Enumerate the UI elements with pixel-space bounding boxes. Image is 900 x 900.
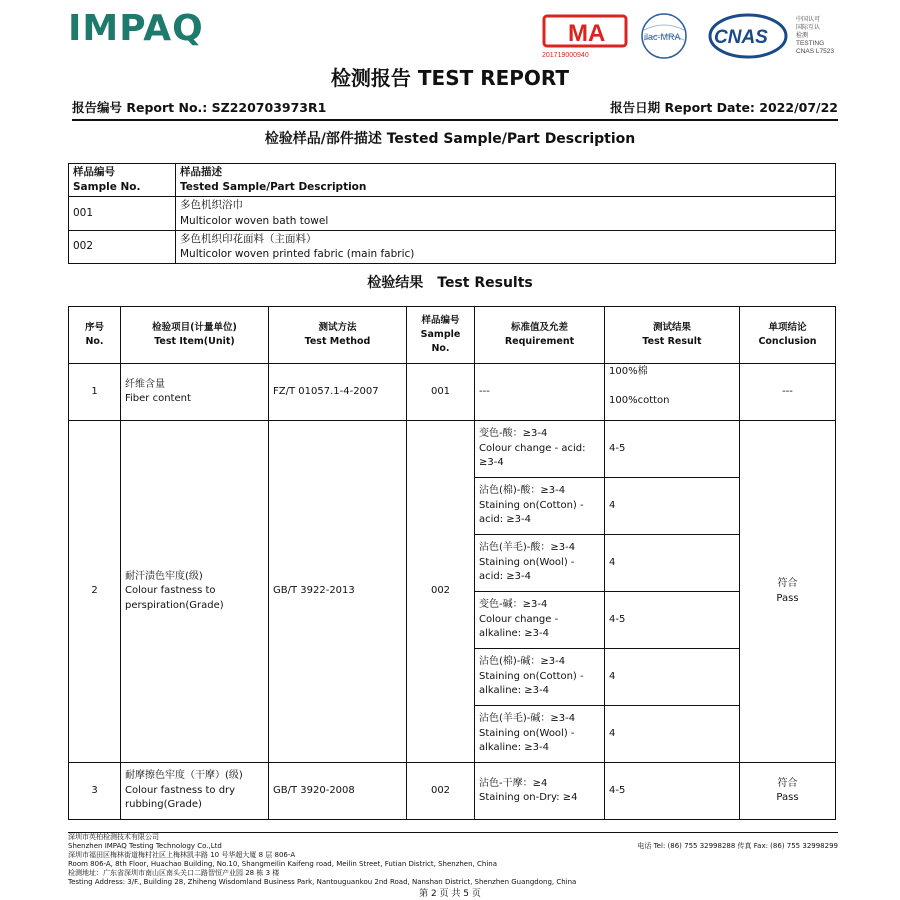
- cnas-en-1: TESTING: [796, 40, 825, 47]
- footer-address-en: Room 806-A, 8th Floor, Huachao Building, No.10, Shangmeilin Kaifeng road, Meilin Street, Futian District, Shenzhen, China: [68, 860, 497, 869]
- cma-logo: [542, 16, 626, 59]
- row-sample: 001: [407, 364, 475, 421]
- sample-table: [68, 163, 836, 264]
- table-row: [69, 421, 836, 478]
- footer: [68, 832, 838, 888]
- row-requirement: 沾色-干摩：≥4 Staining on-Dry: ≥4: [475, 763, 605, 820]
- row-sample: 002: [407, 763, 475, 820]
- col-no: 序号 No.: [69, 307, 121, 364]
- col-item: 检验项目(计量单位) Test Item(Unit): [121, 307, 269, 364]
- footer-company-cn: 深圳市英柏检测技术有限公司: [68, 833, 159, 841]
- row-method: FZ/T 01057.1-4-2007: [269, 364, 407, 421]
- row-conclusion: 符合 Pass: [740, 763, 836, 820]
- row-method: GB/T 3922-2013: [269, 421, 407, 763]
- footer-company-en: Shenzhen IMPAQ Testing Technology Co.,Ltd: [68, 842, 222, 851]
- row-result: 4-5: [605, 763, 740, 820]
- row-item: 耐汗渍色牢度(级) Colour fastness to perspiration(Grade): [121, 421, 269, 763]
- cnas-cn-3: 检测: [796, 32, 809, 39]
- col-sample: 样品编号 Sample No.: [407, 307, 475, 364]
- cma-number: 201719000940: [542, 52, 589, 59]
- row-no: 1: [69, 364, 121, 421]
- row-conclusion: 符合 Pass: [740, 421, 836, 763]
- footer-contact: 电话 Tel: (86) 755 32998288 传真 Fax: (86) 755 32998299: [637, 842, 838, 851]
- col-conclusion: 单项结论 Conclusion: [740, 307, 836, 364]
- row-item: 耐摩擦色牢度（干摩）(级) Colour fastness to dry rubbing(Grade): [121, 763, 269, 820]
- report-number-label: 报告编号 Report No.:: [72, 100, 208, 115]
- sample-no: 002: [69, 230, 176, 263]
- sub-requirement: 变色-碱：≥3-4 Colour change - alkaline: ≥3-4: [475, 592, 605, 649]
- sample-row: [69, 197, 836, 230]
- footer-testing-address-cn: 检测地址：广东省深圳市南山区南头关口二路智恒产业园 28 栋 3 楼: [68, 869, 280, 878]
- impaq-logo: IMPAQ: [68, 8, 204, 49]
- sub-result: 4: [605, 706, 740, 763]
- sub-requirement: 沾色(羊毛)-碱：≥3-4 Staining on(Wool) - alkaline: ≥3-4: [475, 706, 605, 763]
- sub-requirement: 沾色(羊毛)-酸：≥3-4 Staining on(Wool) - acid: ≥3-4: [475, 535, 605, 592]
- sample-row: [69, 230, 836, 263]
- sub-result: 4: [605, 478, 740, 535]
- report-date: [610, 98, 838, 116]
- report-title: 检测报告 TEST REPORT: [330, 66, 570, 90]
- row-item: 纤维含量 Fiber content: [121, 364, 269, 421]
- row-method: GB/T 3920-2008: [269, 763, 407, 820]
- col-result: 测试结果 Test Result: [605, 307, 740, 364]
- sub-result: 4: [605, 649, 740, 706]
- cnas-cn-1: 中国认可: [796, 16, 821, 23]
- sub-requirement: 沾色(棉)-酸：≥3-4 Staining on(Cotton) - acid: ≥3-4: [475, 478, 605, 535]
- sample-desc-header: 样品描述 Tested Sample/Part Description: [176, 164, 836, 197]
- ilac-label: ilac-MRA: [644, 32, 681, 42]
- sample-no-header: 样品编号 Sample No.: [69, 164, 176, 197]
- sample-desc: 多色机织浴巾 Multicolor woven bath towel: [176, 197, 836, 230]
- sub-result: 4-5: [605, 592, 740, 649]
- results-table-header: [69, 307, 836, 364]
- row-requirement: ---: [475, 364, 605, 421]
- sub-result: 4-5: [605, 421, 740, 478]
- report-info-line: [72, 98, 838, 121]
- cnas-label: CNAS: [714, 27, 768, 48]
- row-conclusion: ---: [740, 364, 836, 421]
- sub-requirement: 沾色(棉)-碱：≥3-4 Staining on(Cotton) - alkaline: ≥3-4: [475, 649, 605, 706]
- cma-label: MA: [568, 20, 606, 47]
- sample-table-header: [69, 164, 836, 197]
- table-row: [69, 763, 836, 820]
- accreditation-marks-svg: [540, 12, 900, 60]
- results-section-title: 检验结果 Test Results: [367, 275, 533, 291]
- accreditation-marks: [540, 12, 900, 60]
- report-date-label: 报告日期 Report Date:: [610, 100, 755, 115]
- footer-testing-address-en: Testing Address: 3/F., Building 28, Zhiheng Wisdomland Business Park, Nantouguankou 2nd Road, Nanshan District, Shenzhen Guangdong, China: [68, 878, 577, 887]
- footer-company-row: [68, 842, 838, 851]
- row-sample: 002: [407, 421, 475, 763]
- report-number-value: SZ220703973R1: [211, 100, 327, 115]
- cnas-cn-2: 国际互认: [796, 24, 821, 31]
- sample-no: 001: [69, 197, 176, 230]
- report-date-value: 2022/07/22: [759, 100, 838, 115]
- report-number: [72, 98, 326, 116]
- page-number: 第 2 页 共 5 页: [419, 889, 481, 899]
- sub-result: 4: [605, 535, 740, 592]
- row-no: 3: [69, 763, 121, 820]
- row-result: 100%棉 100%cotton: [605, 364, 740, 421]
- table-row: [69, 364, 836, 421]
- sample-desc: 多色机织印花面料（主面料） Multicolor woven printed fabric (main fabric): [176, 230, 836, 263]
- row-no: 2: [69, 421, 121, 763]
- cnas-logo: [710, 15, 834, 57]
- ilac-mra-logo: [642, 14, 686, 58]
- col-method: 测试方法 Test Method: [269, 307, 407, 364]
- sub-requirement: 变色-酸：≥3-4 Colour change - acid: ≥3-4: [475, 421, 605, 478]
- cnas-en-2: CNAS L7523: [796, 48, 834, 55]
- footer-address-cn: 深圳市福田区梅林街道梅村社区上梅林凯丰路 10 号华超大厦 8 层 806-A: [68, 851, 296, 860]
- col-requirement: 标准值及允差 Requirement: [475, 307, 605, 364]
- sample-section-title: 检验样品/部件描述 Tested Sample/Part Description: [264, 131, 636, 147]
- results-table: [68, 306, 836, 820]
